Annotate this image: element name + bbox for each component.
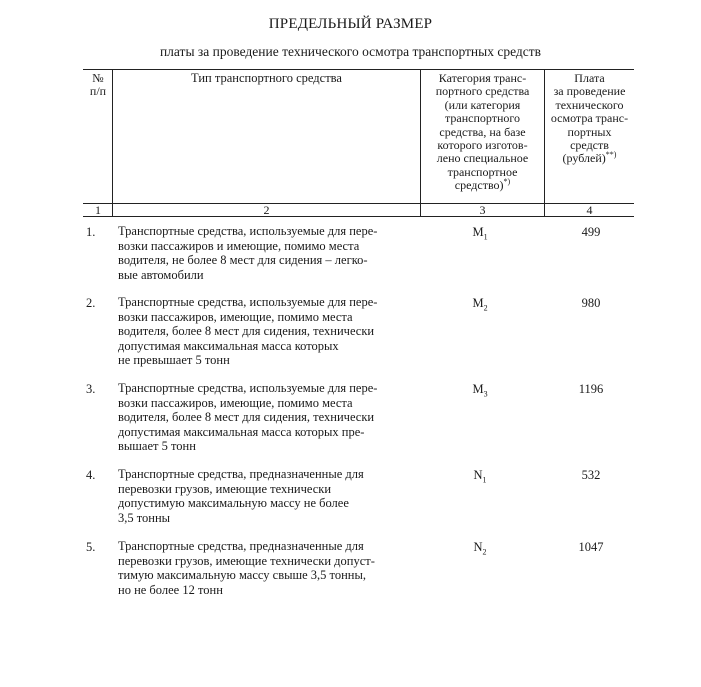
row-number: 1. — [86, 225, 96, 239]
row-category: $M_3$ — [472, 382, 488, 399]
column-number-3: 3 — [479, 203, 486, 217]
row-fee: 1196 — [578, 382, 604, 396]
header-category: Категория транс- портного средства (или категория транспортного средства, на базе которого изготов- лено специальное транспортное средство)*) — [435, 71, 530, 193]
row-category: $M_2$ — [472, 296, 488, 313]
footnote-mark-category: *) — [503, 177, 511, 187]
column-divider-1 — [112, 69, 113, 217]
row-fee: 1047 — [578, 540, 604, 554]
row-vehicle-type: Транспортные средства, используемые для пере- возки пассажиров, имеющие, помимо места водителя, более 8 мест для сидения, технически допустимая максимальная масса которых пре- вышает 5 тонн — [118, 381, 378, 454]
row-vehicle-type: Транспортные средства, используемые для пере- возки пассажиров, имеющие, помимо места водителя, более 8 мест для сидения, технически допустимая максимальная масса которых не превышает 5 тонн — [118, 295, 378, 368]
row-number: 2. — [86, 296, 96, 310]
header-vehicle-type: Тип транспортного средства — [191, 71, 342, 85]
header-num: № п/п — [89, 71, 107, 99]
document-subtitle: платы за проведение технического осмотра транспортных средств — [159, 44, 542, 59]
footnote-mark-fee: **) — [605, 150, 617, 160]
row-category: $N_2$ — [473, 540, 487, 557]
row-fee: 980 — [581, 296, 601, 310]
header-fee: Плата за проведение технического осмотра транс- портных средств (рублей)**) — [550, 71, 629, 166]
row-number: 5. — [86, 540, 96, 554]
row-vehicle-type: Транспортные средства, используемые для пере- возки пассажиров и имеющие, помимо места водителя, не более 8 мест для сидения – легко- вые автомобили — [118, 224, 378, 282]
row-category: $M_1$ — [472, 225, 488, 242]
column-number-4: 4 — [586, 203, 593, 217]
row-category: $N_1$ — [473, 468, 487, 485]
row-fee: 499 — [581, 225, 601, 239]
column-number-2: 2 — [263, 203, 270, 217]
row-fee: 532 — [581, 468, 601, 482]
column-number-1: 1 — [95, 203, 101, 217]
table-top-border — [83, 69, 634, 70]
row-number: 4. — [86, 468, 96, 482]
row-vehicle-type: Транспортные средства, предназначенные для перевозки грузов, имеющие технически допустимую максимальную массу не более 3,5 тонны — [118, 467, 364, 525]
row-vehicle-type: Транспортные средства, предназначенные для перевозки грузов, имеющие технически допуст- тимую максимальную массу свыше 3,5 тонны, но не более 12 тонн — [118, 539, 375, 597]
row-number: 3. — [86, 382, 96, 396]
document-title: ПРЕДЕЛЬНЫЙ РАЗМЕР — [268, 16, 433, 32]
